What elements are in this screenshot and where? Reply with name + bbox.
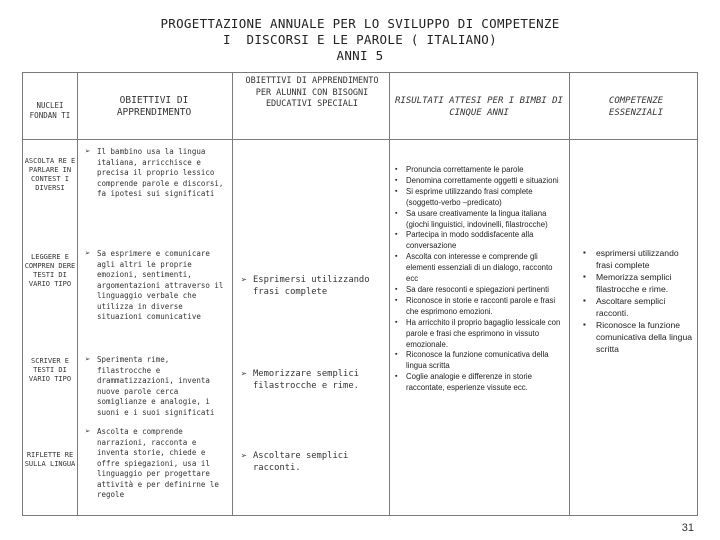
page-title: [0, 16, 720, 64]
nucleo-ascoltare: ASCOLTA RE E PARLARE IN CONTEST I DIVERSI: [24, 157, 76, 192]
title-line-1: PROGETTAZIONE ANNUALE PER LO SVILUPPO DI COMPETENZE: [160, 16, 560, 31]
obiettivo-2: [85, 249, 225, 323]
competenza-item: ▪ esprimersi utilizzando frasi complete: [583, 247, 693, 271]
competenze-list: [583, 247, 693, 355]
risultato-item: ▪ Ascolta con interesse e comprende gli elementi essenziali di un dialogo, racconto ecc: [395, 252, 565, 285]
bes-4: [241, 451, 379, 474]
bes-2-text: Esprimersi utilizzando frasi complete: [253, 275, 370, 297]
obiettivo-4: [85, 427, 221, 501]
title-line-2: I DISCORSI E LE PAROLE ( ITALIANO): [223, 32, 497, 47]
page-number: 31: [681, 522, 694, 534]
arrow-bullet-icon: ➢: [241, 369, 248, 380]
risultato-item: ▪ Partecipa in modo soddisfacente alla conversazione: [395, 230, 565, 252]
obiettivo-4-text: Ascolta e comprende narrazioni, racconta e inventa storie, chiede e offre spiegazioni, usa il linguaggio per progettare attività e per definirne le regole: [97, 427, 219, 499]
risultato-item: ▪ Coglie analogie e differenze in storie raccontate, esperienze vissute ecc.: [395, 372, 565, 394]
arrow-bullet-icon: ➢: [85, 249, 91, 259]
obiettivo-3-text: Sperimenta rime, filastrocche e drammatizzazioni, inventa nuove parole cerca somiglianze e analogie, i suoni e i suoi significati: [97, 355, 215, 417]
arrow-bullet-icon: ➢: [241, 275, 248, 286]
arrow-bullet-icon: ➢: [85, 427, 91, 437]
risultato-item: ▪ Ha arricchito il proprio bagaglio lessicale con parole e frasi che esprimono in vissuto emozionale.: [395, 318, 565, 351]
risultato-item: ▪ Riconosce in storie e racconti parole e frasi che esprimono emozioni.: [395, 296, 565, 318]
bes-2: [241, 275, 379, 298]
header-obiettivi-bes: OBIETTIVI DI APPRENDIMENTO PER ALUNNI CON BISOGNI EDUCATIVI SPECIALI: [245, 76, 379, 109]
header-nuclei: NUCLEI FONDAN TI: [29, 101, 71, 120]
arrow-bullet-icon: ➢: [85, 147, 91, 157]
header-competenze: COMPETENZE ESSENZIALI: [608, 96, 664, 118]
risultato-item: ▪ Sa usare creativamente la lingua italiana (giochi linguistici, indovinelli, filastrocche): [395, 209, 565, 231]
header-obiettivi: OBIETTIVI DI APPRENDIMENTO: [116, 95, 192, 118]
competenza-item: ▪ Memorizza semplici filastrocche e rime.: [583, 271, 693, 295]
competence-table: [22, 72, 698, 516]
title-line-3: ANNI 5: [336, 48, 384, 63]
bes-3: [241, 369, 379, 392]
competenza-item: ▪ Riconosce la funzione comunicativa della lingua scritta: [583, 319, 693, 355]
risultati-list: [395, 165, 565, 394]
arrow-bullet-icon: ➢: [85, 355, 91, 365]
risultato-item: ▪ Si esprime utilizzando frasi complete (soggetto-verbo –predicato): [395, 187, 565, 209]
risultato-item: ▪ Denomina correttamente oggetti e situazioni: [395, 176, 565, 187]
nucleo-riflettere: RIFLETTE RE SULLA LINGUA: [24, 451, 76, 468]
risultato-item: ▪ Sa dare resoconti e spiegazioni pertinenti: [395, 285, 565, 296]
obiettivo-3: [85, 355, 221, 418]
obiettivo-1: [85, 147, 225, 200]
header-divider: [23, 139, 697, 140]
bes-3-text: Memorizzare semplici filastrocche e rime.: [253, 369, 359, 391]
arrow-bullet-icon: ➢: [241, 451, 248, 462]
header-risultati: RISULTATI ATTESI PER I BIMBI DI CINQUE ANNI: [395, 96, 563, 118]
nucleo-leggere: LEGGERE E COMPREN DERE TESTI DI VARIO TIPO: [24, 253, 76, 288]
nucleo-scrivere: SCRIVER E TESTI DI VARIO TIPO: [28, 357, 72, 383]
risultato-item: ▪ Pronuncia correttamente le parole: [395, 165, 565, 176]
obiettivo-1-text: Il bambino usa la lingua italiana, arricchisce e precisa il proprio lessico comprende parole e discorsi, fa ipotesi sui significati: [97, 147, 224, 198]
risultato-item: ▪ Riconosce la funzione comunicativa della lingua scritta: [395, 350, 565, 372]
bes-4-text: Ascoltare semplici racconti.: [253, 451, 349, 473]
competenza-item: ▪ Ascoltare semplici racconti.: [583, 295, 693, 319]
obiettivo-2-text: Sa esprimere e comunicare agli altri le proprie emozioni, sentimenti, argomentazioni attraverso il linguaggio verbale che utilizza in diverse situazioni comunicative: [97, 249, 224, 321]
